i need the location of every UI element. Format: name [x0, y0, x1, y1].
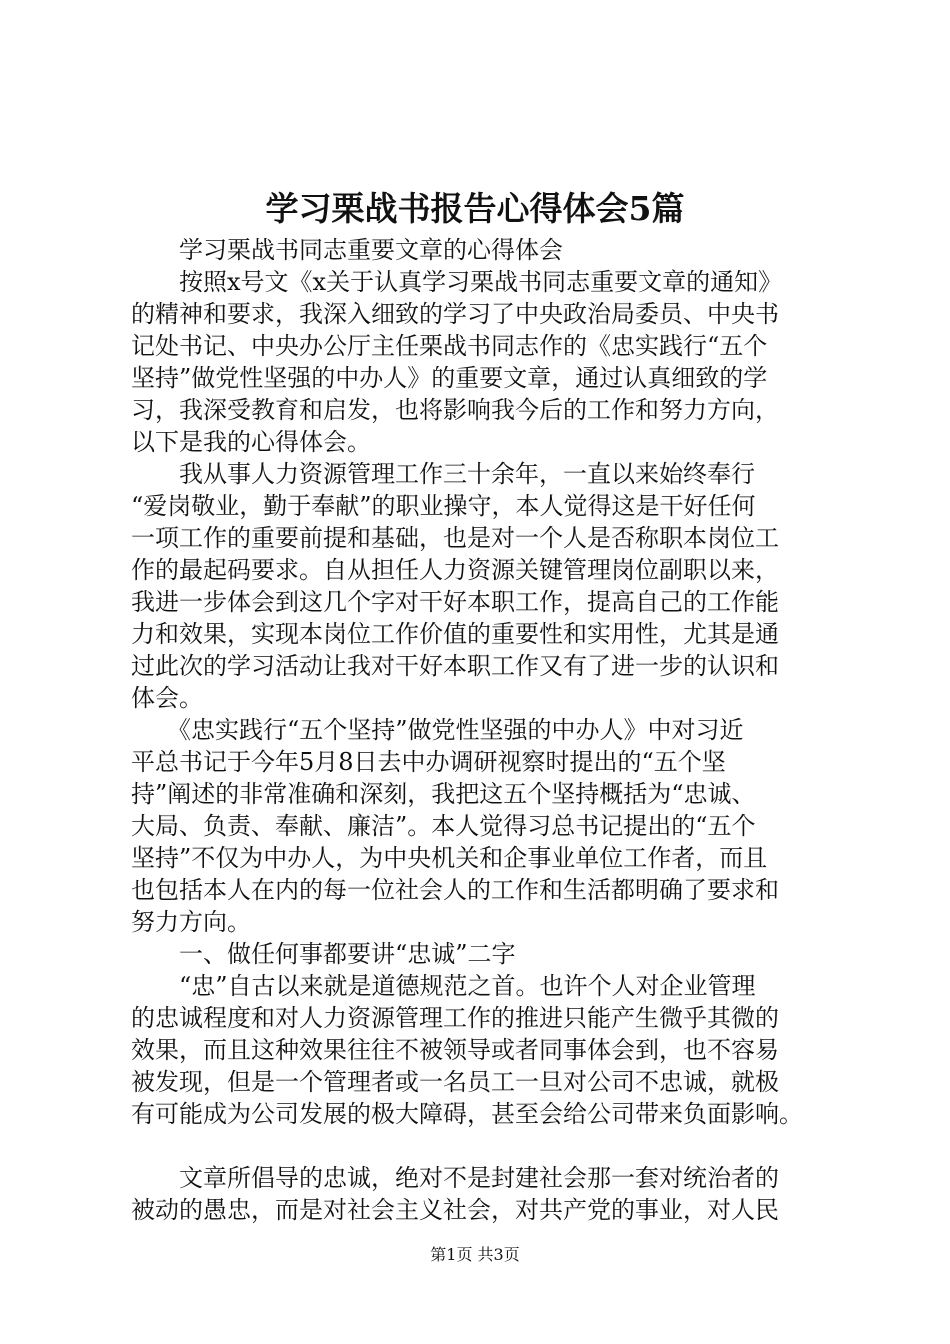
body-line: 有可能成为公司发展的极大障碍，甚至会给公司带来负面影响。 [131, 1100, 803, 1128]
page-footer: 第1页 共3页 [430, 1245, 520, 1264]
body-line: 体会。 [131, 684, 203, 712]
blank-line [131, 1130, 831, 1162]
body-line: 过此次的学习活动让我对干好本职工作又有了进一步的认识和 [131, 652, 779, 680]
body-line: “忠”自古以来就是道德规范之首。也许个人对企业管理 [131, 972, 756, 1000]
body-line: 一、做任何事都要讲“忠诚”二字 [131, 940, 516, 968]
body-line: 效果，而且这种效果往往不被领导或者同事体会到，也不容易 [131, 1036, 779, 1064]
document-body [131, 234, 831, 1226]
body-line: 《忠实践行“五个坚持”做党性坚强的中办人》中对习近 [131, 716, 744, 744]
body-line: 平总书记于今年5月8日去中办调研视察时提出的“五个坚 [131, 748, 726, 776]
body-line: 作的最起码要求。自从担任人力资源关键管理岗位副职以来， [131, 556, 779, 584]
body-line: 按照x号文《x关于认真学习栗战书同志重要文章的通知》 [131, 268, 783, 296]
body-line: 以下是我的心得体会。 [131, 428, 371, 456]
body-line: 被发现，但是一个管理者或一名员工一旦对公司不忠诚，就极 [131, 1068, 779, 1096]
body-line: 习，我深受教育和启发，也将影响我今后的工作和努力方向， [131, 396, 779, 424]
body-line: 记处书记、中央办公厅主任栗战书同志作的《忠实践行“五个 [131, 332, 768, 360]
body-line: “爱岗敬业，勤于奉献”的职业操守，本人觉得这是干好任何 [131, 492, 756, 520]
body-line: 一项工作的重要前提和基础，也是对一个人是否称职本岗位工 [131, 524, 779, 552]
body-line: 文章所倡导的忠诚，绝对不是封建社会那一套对统治者的 [131, 1164, 779, 1192]
body-line: 大局、负责、奉献、廉洁”。本人觉得习总书记提出的“五个 [131, 812, 756, 840]
document-title: 学习栗战书报告心得体会5篇 [265, 189, 685, 228]
body-line: 努力方向。 [131, 908, 251, 936]
body-line: 坚持”不仅为中办人，为中央机关和企事业单位工作者，而且 [131, 844, 768, 872]
body-line: 的精神和要求，我深入细致的学习了中央政治局委员、中央书 [131, 300, 779, 328]
body-line: 的忠诚程度和对人力资源管理工作的推进只能产生微乎其微的 [131, 1004, 779, 1032]
body-line: 学习栗战书同志重要文章的心得体会 [131, 236, 563, 264]
body-line: 我进一步体会到这几个字对干好本职工作，提高自己的工作能 [131, 588, 779, 616]
body-line: 我从事人力资源管理工作三十余年，一直以来始终奉行 [131, 460, 755, 488]
body-line: 也包括本人在内的每一位社会人的工作和生活都明确了要求和 [131, 876, 779, 904]
body-line: 力和效果，实现本岗位工作价值的重要性和实用性，尤其是通 [131, 620, 779, 648]
body-line: 被动的愚忠，而是对社会主义社会，对共产党的事业，对人民 [131, 1196, 779, 1224]
body-line: 持”阐述的非常准确和深刻，我把这五个坚持概括为“忠诚、 [131, 780, 756, 808]
body-line: 坚持”做党性坚强的中办人》的重要文章，通过认真细致的学 [131, 364, 768, 392]
